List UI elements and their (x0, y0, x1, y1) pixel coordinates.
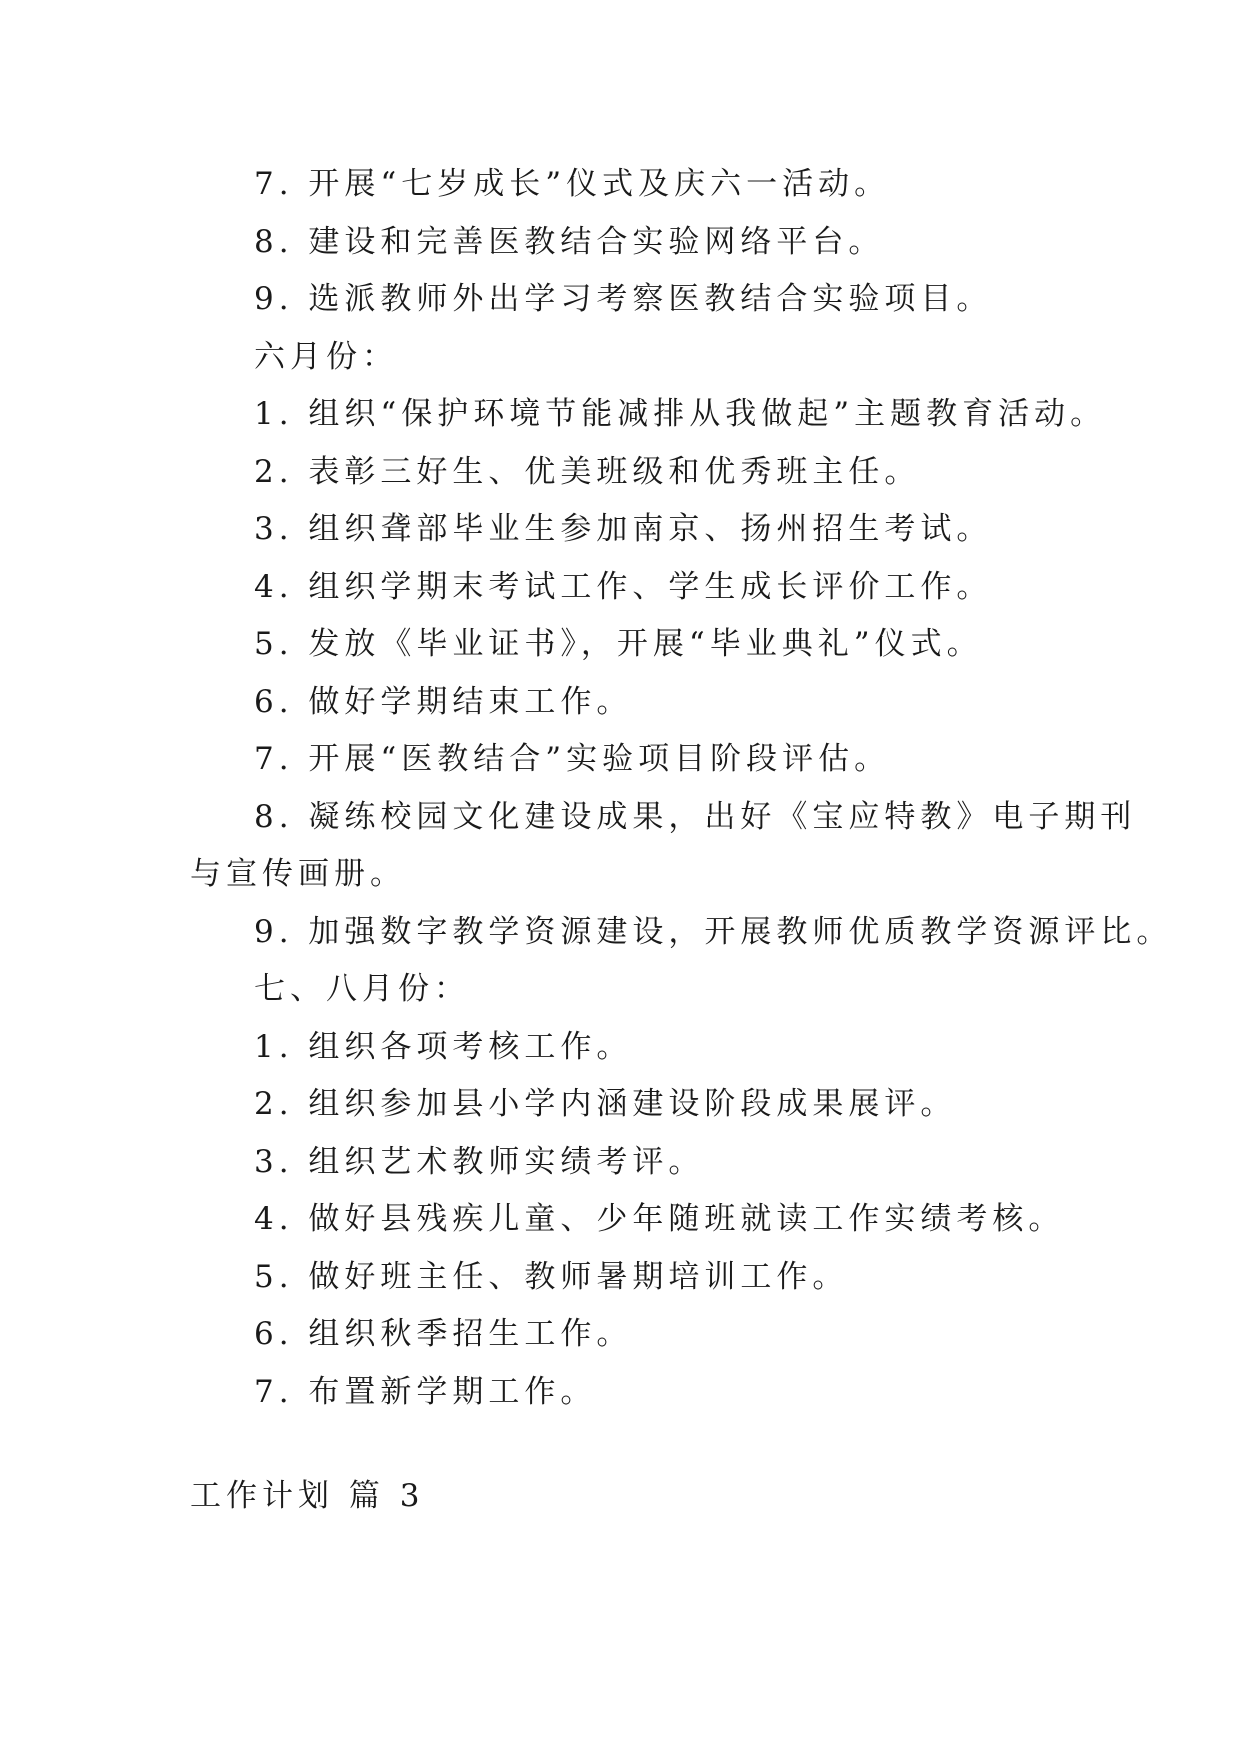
list-item: 5. 做好班主任、教师暑期培训工作。 (254, 1259, 849, 1295)
list-item: 9. 选派教师外出学习考察医教结合实验项目。 (254, 281, 993, 317)
month-heading: 六月份： (254, 339, 398, 375)
list-item: 7. 开展“七岁成长”仪式及庆六一活动。 (254, 166, 891, 202)
list-item: 3. 组织聋部毕业生参加南京、扬州招生考试。 (254, 511, 993, 547)
list-item: 5. 发放《毕业证书》，开展“毕业典礼”仪式。 (254, 626, 983, 662)
list-item: 7. 开展“医教结合”实验项目阶段评估。 (254, 741, 891, 777)
list-item: 9. 加强数字教学资源建设，开展教师优质教学资源评比。 (254, 914, 1173, 950)
list-item: 4. 做好县残疾儿童、少年随班就读工作实绩考核。 (254, 1201, 1065, 1237)
month-heading: 七、八月份： (254, 971, 470, 1007)
list-item: 3. 组织艺术教师实绩考评。 (254, 1144, 705, 1180)
list-item: 2. 表彰三好生、优美班级和优秀班主任。 (254, 454, 921, 490)
list-item: 7. 布置新学期工作。 (254, 1374, 597, 1410)
list-item: 1. 组织各项考核工作。 (254, 1029, 633, 1065)
list-item: 2. 组织参加县小学内涵建设阶段成果展评。 (254, 1086, 957, 1122)
list-item: 6. 组织秋季招生工作。 (254, 1316, 633, 1352)
list-item: 1. 组织“保护环境节能减排从我做起”主题教育活动。 (254, 396, 1107, 432)
section-title: 工作计划 篇 3 (190, 1478, 425, 1514)
list-item: 6. 做好学期结束工作。 (254, 684, 633, 720)
list-item: 8. 凝练校园文化建设成果，出好《宝应特教》电子期刊 (254, 799, 1137, 835)
list-item: 8. 建设和完善医教结合实验网络平台。 (254, 224, 885, 260)
list-item: 4. 组织学期末考试工作、学生成长评价工作。 (254, 569, 993, 605)
list-item-continuation: 与宣传画册。 (190, 856, 406, 892)
